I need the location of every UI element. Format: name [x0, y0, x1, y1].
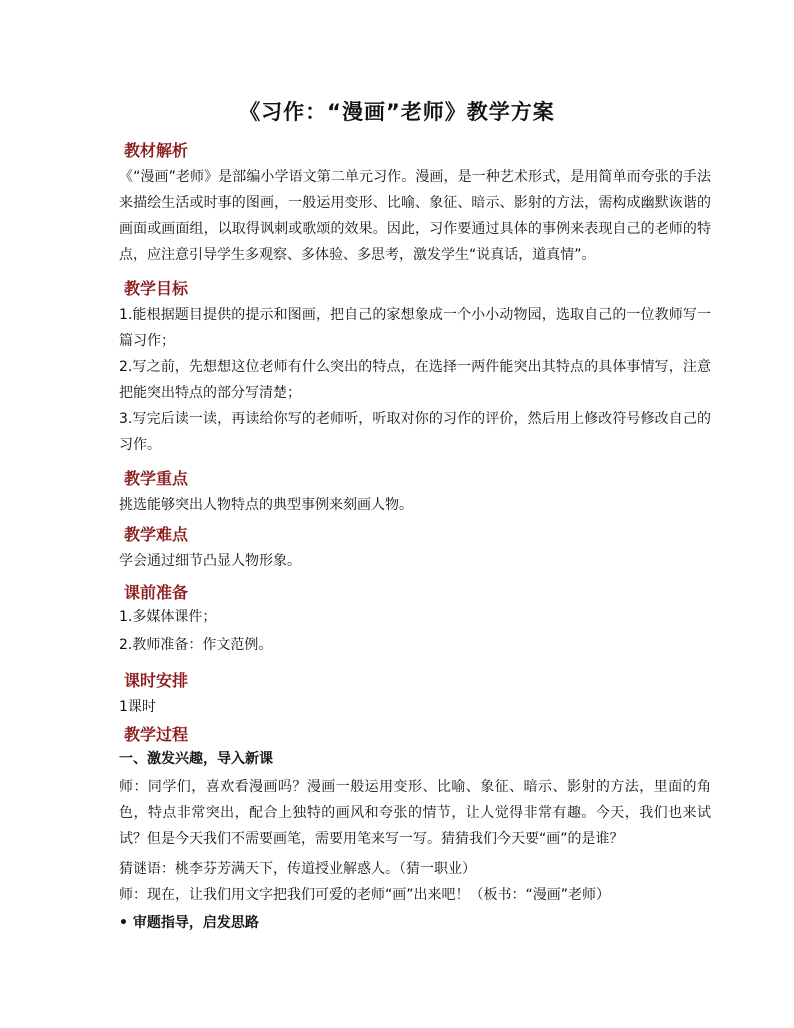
heading-preparation: 课前准备: [124, 583, 189, 602]
heading-schedule: 课时安排: [124, 671, 189, 690]
heading-difficulties: 教学难点: [124, 525, 189, 544]
heading-goals: 教学目标: [124, 279, 189, 298]
process-para-3: 师：现在，让我们用文字把我们可爱的老师“画”出来吧！（板书：“漫画”老师）: [119, 887, 611, 903]
preparation-item-1: 1.多媒体课件；: [119, 609, 217, 625]
heading-analysis: 教材解析: [124, 141, 189, 160]
difficulties-text: 学会通过细节凸显人物形象。: [119, 553, 301, 569]
heading-key-points: 教学重点: [124, 469, 189, 488]
process-para-1: 师：同学们，喜欢看漫画吗？漫画一般运用变形、比喻、象征、暗示、影射的方法，里面的角色，特点非常突出，配合上独特的画风和夸张的情节，让人觉得非常有趣。今天，我们也来试试？但是今天我们不需要画笔，需要用笔来写一写。猜猜我们今天要“画”的是谁？: [119, 779, 711, 847]
heading-process: 教学过程: [124, 725, 189, 744]
preparation-item-2: 2.教师准备：作文范例。: [119, 637, 273, 653]
process-subheading-1: 一、激发兴趣，导入新课: [119, 751, 273, 767]
key-points-text: 挑选能够突出人物特点的典型事例来刻画人物。: [119, 497, 413, 513]
goal-item-1: 1.能根据题目提供的提示和图画，把自己的家想象成一个小小动物园，选取自己的一位教师写一篇习作；: [119, 307, 711, 349]
process-bullet: • 审题指导，启发思路: [119, 915, 259, 931]
schedule-text: 1课时: [119, 699, 156, 715]
goal-item-3: 3.写完后读一读，再读给你写的老师听，听取对你的习作的评价，然后用上修改符号修改自己的习作。: [119, 411, 711, 453]
process-para-2: 猜谜语：桃李芬芳满天下，传道授业解惑人。（猜一职业）: [119, 861, 476, 877]
page-title: 《习作：“漫画”老师》教学方案: [239, 100, 555, 124]
goal-item-2: 2.写之前，先想想这位老师有什么突出的特点，在选择一两件能突出其特点的具体事情写，注意把能突出特点的部分写清楚；: [119, 359, 711, 401]
analysis-text: 《“漫画”老师》是部编小学语文第二单元习作。漫画，是一种艺术形式，是用简单而夸张的手法来描绘生活或时事的图画，一般运用变形、比喻、象征、暗示、影射的方法，需构成幽默诙谐的画面或画面组，以取得讽刺或歌颂的效果。因此，习作要通过具体的事例来表现自己的老师的特点，应注意引导学生多观察、多体验、多思考，激发学生“说真话，道真情”。: [119, 169, 711, 263]
